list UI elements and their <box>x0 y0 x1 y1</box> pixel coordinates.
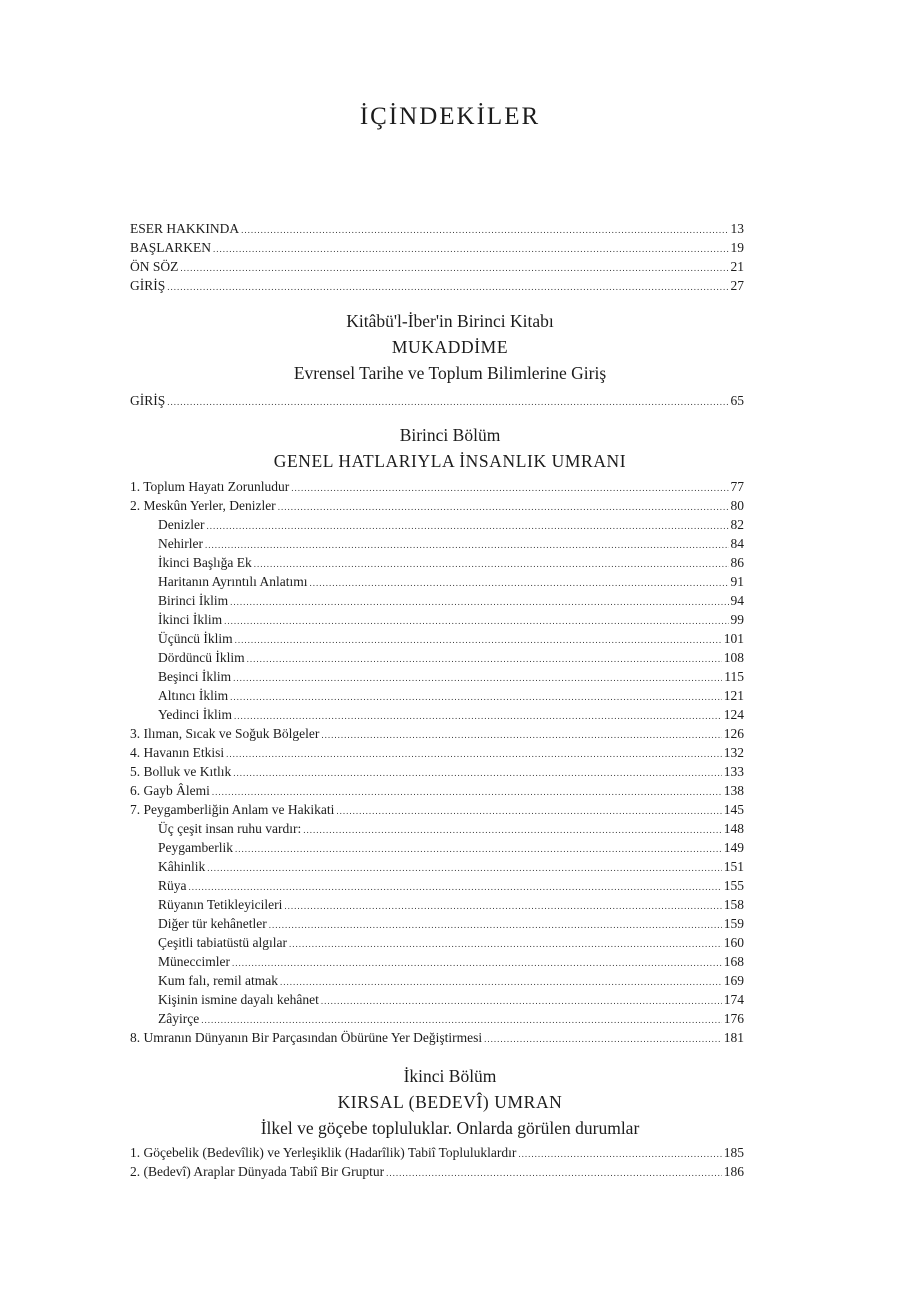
toc-entry-title: 5. Bolluk ve Kıtlık <box>130 764 232 779</box>
dot-leader <box>180 259 728 278</box>
dot-leader <box>206 517 728 536</box>
toc-entry-title: Zâyirçe <box>158 1011 200 1026</box>
toc-entry-page-number: 149 <box>723 840 744 855</box>
toc-entry-page-number: 176 <box>723 1011 744 1026</box>
toc-entry-title: Üç çeşit insan ruhu vardır: <box>158 821 302 836</box>
toc-entry-page-number: 19 <box>730 240 744 255</box>
toc-entry[interactable] <box>130 857 744 876</box>
toc-entry-title: Kum falı, remil atmak <box>158 973 278 988</box>
toc-entry-page-number: 160 <box>723 935 744 950</box>
toc-entry[interactable] <box>130 553 744 572</box>
toc-entry-title: ÖN SÖZ <box>130 259 179 274</box>
toc-entry-title: Haritanın Ayrıntılı Anlatımı <box>158 574 308 589</box>
toc-entry[interactable] <box>130 515 744 534</box>
toc-entry-page-number: 94 <box>730 593 744 608</box>
dot-leader <box>284 897 721 916</box>
toc-entry[interactable] <box>130 743 744 762</box>
toc-entry-page-number: 169 <box>723 973 744 988</box>
toc-entry-title: 8. Umranın Dünyanın Bir Parçasından Öbürüne Yer Değiştirmesi <box>130 1030 483 1045</box>
toc-entry[interactable] <box>130 591 744 610</box>
toc-entry-page-number: 126 <box>723 726 744 741</box>
toc-entry-title: Dördüncü İklim <box>158 650 245 665</box>
toc-entry-title: ESER HAKKINDA <box>130 221 240 236</box>
toc-entry-page-number: 138 <box>723 783 744 798</box>
book-entry-list <box>130 391 744 410</box>
toc-entry-title: Diğer tür kehânetler <box>158 916 267 931</box>
toc-entry[interactable] <box>130 1009 744 1028</box>
toc-entry-page-number: 181 <box>723 1030 744 1045</box>
toc-entry[interactable] <box>130 477 744 496</box>
dot-leader <box>280 973 722 992</box>
toc-entry[interactable] <box>130 952 744 971</box>
dot-leader <box>247 650 722 669</box>
toc-entry-title: 3. Ilıman, Sıcak ve Soğuk Bölgeler <box>130 726 320 741</box>
toc-entry[interactable] <box>130 219 744 238</box>
dot-leader <box>232 954 722 973</box>
toc-entry[interactable] <box>130 1162 744 1181</box>
toc-entry[interactable] <box>130 705 744 724</box>
toc-entry-page-number: 108 <box>723 650 744 665</box>
toc-entry[interactable] <box>130 933 744 952</box>
toc-entry[interactable] <box>130 800 744 819</box>
toc-entry-title: 4. Havanın Etkisi <box>130 745 225 760</box>
toc-entry[interactable] <box>130 238 744 257</box>
toc-entry-page-number: 80 <box>730 498 744 513</box>
toc-entry-title: Kâhinlik <box>158 859 206 874</box>
toc-entry[interactable] <box>130 257 744 276</box>
toc-entry[interactable] <box>130 781 744 800</box>
toc-entry-page-number: 84 <box>730 536 744 551</box>
chapter1-label: Birinci Bölüm <box>399 425 501 445</box>
toc-entry[interactable] <box>130 496 744 515</box>
toc-entry-page-number: 132 <box>723 745 744 760</box>
toc-entry-title: Denizler <box>158 517 205 532</box>
toc-entry-page-number: 77 <box>730 479 744 494</box>
dot-leader <box>235 631 722 650</box>
toc-entry[interactable] <box>130 534 744 553</box>
toc-entry-title: GİRİŞ <box>130 278 166 293</box>
toc-entry-title: Üçüncü İklim <box>158 631 233 646</box>
dot-leader <box>226 745 722 764</box>
toc-entry-title: Müneccimler <box>158 954 230 969</box>
toc-entry-page-number: 27 <box>730 278 744 293</box>
dot-leader <box>254 555 729 574</box>
dot-leader <box>484 1030 722 1049</box>
dot-leader <box>213 240 728 259</box>
toc-entry-page-number: 168 <box>723 954 744 969</box>
toc-entry-title: 6. Gayb Âlemi <box>130 783 210 798</box>
dot-leader <box>386 1164 722 1183</box>
toc-entry[interactable] <box>130 629 744 648</box>
toc-entry[interactable] <box>130 1143 744 1162</box>
toc-entry[interactable] <box>130 391 744 410</box>
toc-entry-title: Çeşitli tabiatüstü algılar <box>158 935 287 950</box>
dot-leader <box>241 221 728 240</box>
dot-leader <box>235 840 722 859</box>
toc-entry[interactable] <box>130 971 744 990</box>
dot-leader <box>303 821 722 840</box>
dot-leader <box>310 574 729 593</box>
dot-leader <box>230 593 728 612</box>
dot-leader <box>230 688 722 707</box>
dot-leader <box>278 498 729 517</box>
toc-entry[interactable] <box>130 876 744 895</box>
toc-entry[interactable] <box>130 990 744 1009</box>
toc-entry-page-number: 86 <box>730 555 744 570</box>
toc-entry-title: 1. Göçebelik (Bedevîlik) ve Yerleşiklik (Hadarîlik) Tabiî Topluluklardır <box>130 1145 517 1160</box>
toc-entry-page-number: 159 <box>723 916 744 931</box>
chapter1-title: GENEL HATLARIYLA İNSANLIK UMRANI <box>273 451 627 471</box>
toc-entry-page-number: 185 <box>723 1145 744 1160</box>
toc-entry-page-number: 82 <box>730 517 744 532</box>
toc-entry-page-number: 91 <box>730 574 744 589</box>
dot-leader <box>207 859 722 878</box>
toc-entry-page-number: 115 <box>724 669 744 684</box>
toc-entry-title: Altıncı İklim <box>158 688 229 703</box>
toc-entry-page-number: 151 <box>723 859 744 874</box>
toc-entry[interactable] <box>130 648 744 667</box>
toc-entry-title: BAŞLARKEN <box>130 240 212 255</box>
dot-leader <box>233 669 722 688</box>
toc-entry[interactable] <box>130 667 744 686</box>
toc-entry-page-number: 133 <box>723 764 744 779</box>
toc-entry-title: Nehirler <box>158 536 203 551</box>
toc-entry-title: 2. Meskûn Yerler, Denizler <box>130 498 276 513</box>
toc-entry[interactable] <box>130 819 744 838</box>
toc-entry[interactable] <box>130 686 744 705</box>
toc-entry[interactable] <box>130 610 744 629</box>
toc-entry[interactable] <box>130 724 744 743</box>
toc-entry-title: İkinci Başlığa Ek <box>158 555 252 570</box>
toc-entry-title: 2. (Bedevî) Araplar Dünyada Tabiî Bir Gruptur <box>130 1164 385 1179</box>
dot-leader <box>167 278 728 297</box>
toc-entry[interactable] <box>130 895 744 914</box>
dot-leader <box>321 726 721 745</box>
toc-entry-title: Kişinin ismine dayalı kehânet <box>158 992 319 1007</box>
toc-entry-title: Rüya <box>158 878 187 893</box>
toc-entry-title: Rüyanın Tetikleyicileri <box>158 897 283 912</box>
toc-entry-page-number: 148 <box>723 821 744 836</box>
toc-entry-title: İkinci İklim <box>158 612 223 627</box>
toc-entry[interactable] <box>130 276 744 295</box>
dot-leader <box>291 479 728 498</box>
dot-leader <box>167 393 728 412</box>
toc-entry-page-number: 65 <box>730 393 744 408</box>
toc-entry[interactable] <box>130 762 744 781</box>
toc-entry-title: Peygamberlik <box>158 840 233 855</box>
chapter2-label: İkinci Bölüm <box>403 1066 497 1086</box>
toc-entry[interactable] <box>130 914 744 933</box>
toc-entry-title: Beşinci İklim <box>158 669 232 684</box>
book-heading-title: MUKADDİME <box>391 337 509 357</box>
toc-entry-page-number: 21 <box>730 259 744 274</box>
chapter1-entry-list <box>130 477 744 1047</box>
book-heading-line1: Kitâbü'l-İber'in Birinci Kitabı <box>346 311 554 331</box>
page-title: İÇİNDEKİLER <box>359 103 541 130</box>
toc-entry-title: Yedinci İklim <box>158 707 233 722</box>
toc-entry-title: GİRİŞ <box>130 393 166 408</box>
toc-entry-page-number: 124 <box>723 707 744 722</box>
toc-entry-page-number: 174 <box>723 992 744 1007</box>
dot-leader <box>233 764 722 783</box>
toc-entry-page-number: 13 <box>730 221 744 236</box>
front-matter-list <box>130 219 744 295</box>
dot-leader <box>224 612 728 631</box>
toc-entry-title: Birinci İklim <box>158 593 229 608</box>
toc-entry-title: 1. Toplum Hayatı Zorunludur <box>130 479 290 494</box>
toc-entry-page-number: 99 <box>730 612 744 627</box>
book-heading-subtitle: Evrensel Tarihe ve Toplum Bilimlerine Giriş <box>293 363 607 383</box>
dot-leader <box>289 935 722 954</box>
dot-leader <box>205 536 729 555</box>
chapter2-entry-list <box>130 1143 744 1181</box>
toc-entry[interactable] <box>130 838 744 857</box>
toc-entry-page-number: 121 <box>723 688 744 703</box>
dot-leader <box>269 916 722 935</box>
toc-entry[interactable] <box>130 572 744 591</box>
toc-entry-title: 7. Peygamberliğin Anlam ve Hakikati <box>130 802 335 817</box>
toc-entry-page-number: 186 <box>723 1164 744 1179</box>
toc-entry-page-number: 158 <box>723 897 744 912</box>
dot-leader <box>518 1145 721 1164</box>
chapter2-title: KIRSAL (BEDEVÎ) UMRAN <box>337 1092 563 1112</box>
dot-leader <box>336 802 721 821</box>
dot-leader <box>321 992 722 1011</box>
toc-entry-page-number: 145 <box>723 802 744 817</box>
toc-entry[interactable] <box>130 1028 744 1047</box>
chapter2-subtitle: İlkel ve göçebe topluluklar. Onlarda görülen durumlar <box>260 1118 640 1138</box>
toc-entry-page-number: 155 <box>723 878 744 893</box>
toc-entry-page-number: 101 <box>723 631 744 646</box>
